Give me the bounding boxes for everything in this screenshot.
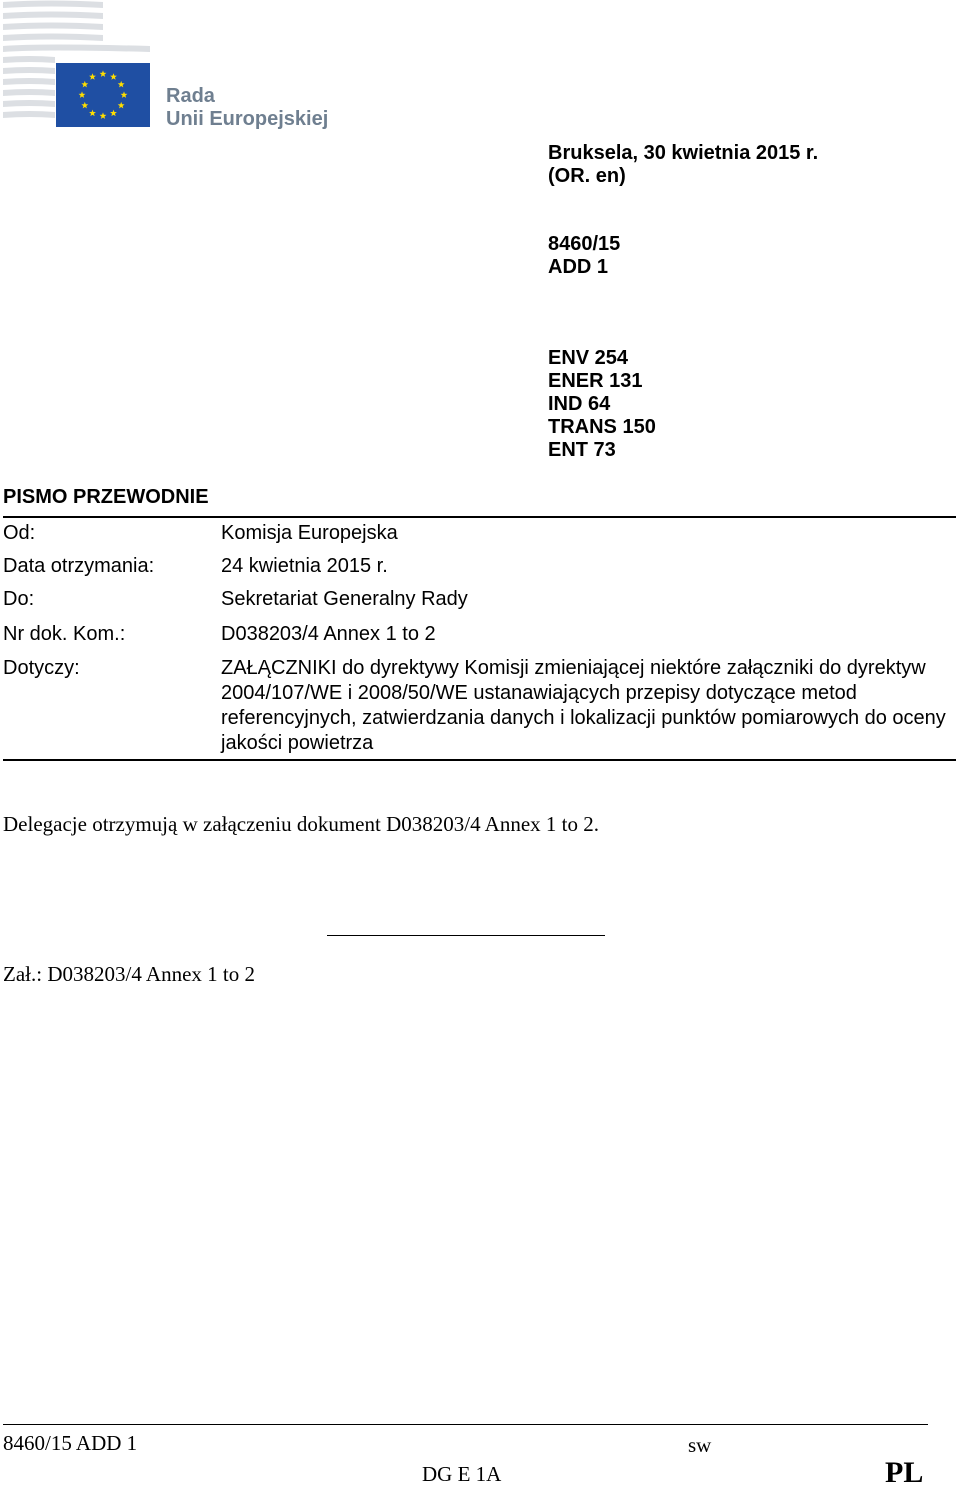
from-label: Od: xyxy=(3,522,36,544)
attachment-line: Zał.: D038203/4 Annex 1 to 2 xyxy=(3,962,255,986)
council-name-line2: Unii Europejskiej xyxy=(166,108,329,130)
subject-label: Dotyczy: xyxy=(3,657,80,679)
body-text: Delegacje otrzymują w załączeniu dokument D038203/4 Annex 1 to 2. xyxy=(3,812,599,836)
footer-language: PL xyxy=(885,1456,924,1489)
divider-top xyxy=(3,516,956,518)
code-item: ENV 254 xyxy=(548,347,629,369)
footer-ref: 8460/15 ADD 1 xyxy=(3,1431,138,1455)
from-value: Komisja Europejska xyxy=(221,522,398,544)
footer-initials: sw xyxy=(688,1433,712,1457)
council-logo xyxy=(0,0,170,135)
original-language: (OR. en) xyxy=(548,165,626,187)
code-item: ENER 131 xyxy=(548,370,643,392)
council-name-line1: Rada xyxy=(166,85,215,107)
footer-dept: DG E 1A xyxy=(422,1462,502,1486)
interinstitutional-codes xyxy=(548,347,656,462)
doc-number: 8460/15 xyxy=(548,233,621,255)
date-value: 24 kwietnia 2015 r. xyxy=(221,555,388,577)
council-name xyxy=(166,85,328,131)
ref-label: Nr dok. Kom.: xyxy=(3,623,126,645)
ref-value: D038203/4 Annex 1 to 2 xyxy=(221,623,436,645)
divider-bottom xyxy=(3,759,956,761)
date-label: Data otrzymania: xyxy=(3,555,155,577)
place-date: Bruksela, 30 kwietnia 2015 r. xyxy=(548,142,819,164)
to-value: Sekretariat Generalny Rady xyxy=(221,588,468,610)
to-label: Do: xyxy=(3,588,35,610)
footer-rule xyxy=(3,1424,928,1425)
code-item: ENT 73 xyxy=(548,439,616,461)
code-item: TRANS 150 xyxy=(548,416,656,438)
separator-line xyxy=(327,935,605,936)
code-item: IND 64 xyxy=(548,393,611,415)
document-title: PISMO PRZEWODNIE xyxy=(3,486,209,508)
subject-value: ZAŁĄCZNIKI do dyrektywy Komisji zmieniającej niektóre załączniki do dyrektyw 2004/107/WE i 2008/50/WE ustanawiających przepisy dotyczące metod referencyjnych, zatwierdzania danych i lokalizacji punktów pomiarowych do oceny jakości powietrza xyxy=(221,657,946,754)
doc-add: ADD 1 xyxy=(548,256,609,278)
